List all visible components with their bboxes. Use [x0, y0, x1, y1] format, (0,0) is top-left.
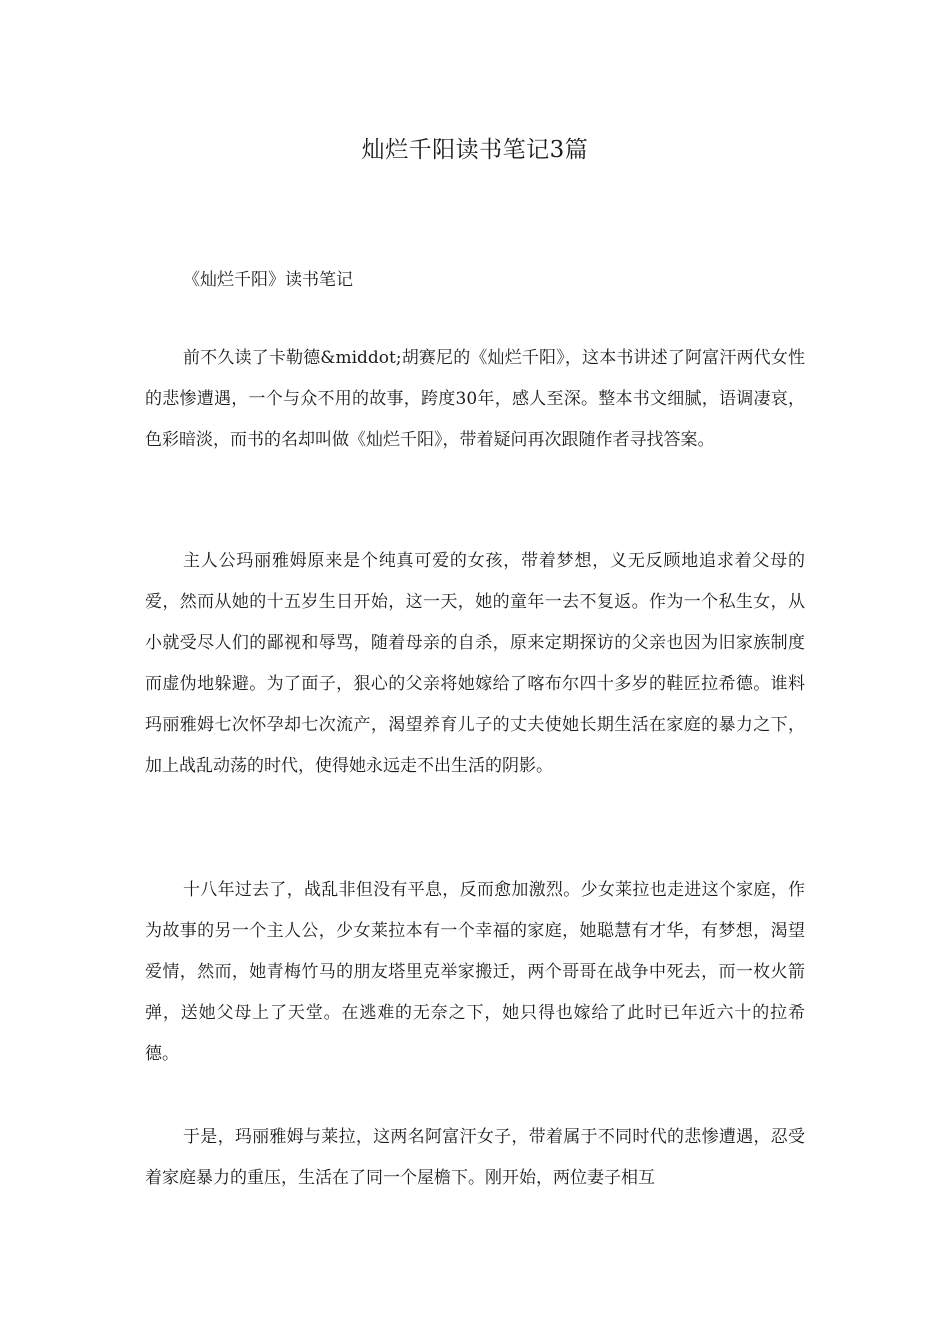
paragraph-2: 主人公玛丽雅姆原来是个纯真可爱的女孩，带着梦想，义无反顾地追求着父母的爱，然而从她的十五岁生日开始，这一天，她的童年一去不复返。作为一个私生女，从小就受尽人们的鄙视和辱骂，随着母亲的自杀，原来定期探访的父亲也因为旧家族制度而虚伪地躲避。为了面子，狠心的父亲将她嫁给了喀布尔四十多岁的鞋匠拉希德。谁料玛丽雅姆七次怀孕却七次流产，渴望养育儿子的丈夫使她长期生活在家庭的暴力之下，加上战乱动荡的时代，使得她永远走不出生活的阴影。: [145, 551, 805, 776]
paragraph-1: 前不久读了卡勒德&middot;胡赛尼的《灿烂千阳》，这本书讲述了阿富汗两代女性的悲惨遭遇，一个与众不用的故事，跨度30年，感人至深。整本书文细腻，语调凄哀，色彩暗淡，而书的名却叫做《灿烂千阳》，带着疑问再次跟随作者寻找答案。: [145, 348, 805, 450]
paragraph-3: 十八年过去了，战乱非但没有平息，反而愈加激烈。少女莱拉也走进这个家庭，作为故事的另一个主人公，少女莱拉本有一个幸福的家庭，她聪慧有才华，有梦想，渴望爱情，然而，她青梅竹马的朋友塔里克举家搬迁，两个哥哥在战争中死去，而一枚火箭弹，送她父母上了天堂。在逃难的无奈之下，她只得也嫁给了此时已年近六十的拉希德。: [145, 880, 805, 1064]
paragraph-4: 于是，玛丽雅姆与莱拉，这两名阿富汗女子，带着属于不同时代的悲惨遭遇，忍受着家庭暴力的重压，生活在了同一个屋檐下。刚开始，两位妻子相互: [145, 1127, 805, 1188]
document-title: 灿烂千阳读书笔记3篇: [361, 137, 589, 163]
section-heading: 《灿烂千阳》读书笔记: [183, 270, 353, 290]
